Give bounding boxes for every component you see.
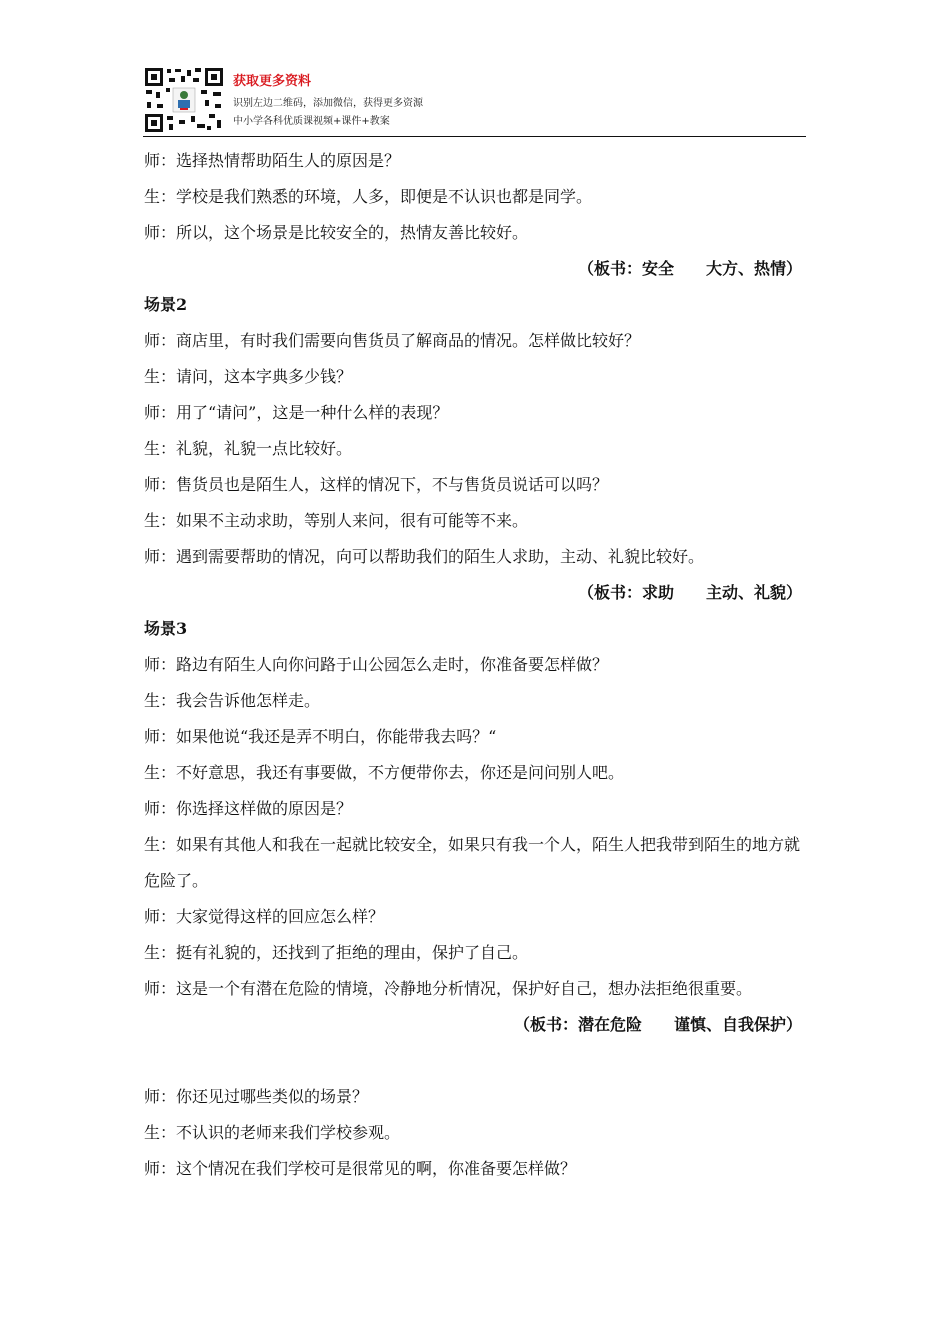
dialogue-line: 生：不好意思，我还有事要做，不方便带你去，你还是问问别人吧。	[144, 763, 625, 782]
scene-heading: 场景3	[144, 619, 188, 638]
dialogue-line: 生：我会告诉他怎样走。	[144, 691, 321, 710]
dialogue-line: 师：商店里，有时我们需要向售货员了解商品的情况。怎样做比较好？	[144, 331, 641, 350]
dialogue-line: 师：你选择这样做的原因是？	[144, 799, 353, 818]
dialogue-line: 师：路边有陌生人向你问路于山公园怎么走时，你准备要怎样做？	[144, 655, 609, 674]
dialogue-line: 师：你还见过哪些类似的场景？	[144, 1087, 369, 1106]
dialogue-line: 师：遇到需要帮助的情况，向可以帮助我们的陌生人求助，主动、礼貌比较好。	[144, 547, 705, 566]
dialogue-line: 生：挺有礼貌的，还找到了拒绝的理由，保护了自己。	[144, 943, 529, 962]
promo-title: 获取更多资料	[233, 74, 312, 89]
document-body	[144, 143, 806, 1187]
promo-tagline: 中小学各科优质课视频+课件+教案	[233, 116, 390, 127]
paragraph-spacer	[144, 1043, 806, 1079]
promo-header	[143, 66, 806, 136]
promo-subtitle: 识别左边二维码，添加微信，获得更多资源	[233, 98, 423, 109]
dialogue-line: 生：学校是我们熟悉的环境，人多，即便是不认识也都是同学。	[144, 187, 593, 206]
board-note: （板书：潜在危险 谨慎、自我保护）	[513, 1015, 802, 1034]
dialogue-line: 生：礼貌，礼貌一点比较好。	[144, 439, 353, 458]
dialogue-line: 师：所以，这个场景是比较安全的，热情友善比较好。	[144, 223, 529, 242]
board-note: （板书：求助 主动、礼貌）	[577, 583, 802, 602]
dialogue-line: 生：如果有其他人和我在一起就比较安全，如果只有我一个人，陌生人把我带到陌生的地方就危险了。	[144, 835, 801, 890]
dialogue-line: 师：这是一个有潜在危险的情境，冷静地分析情况，保护好自己，想办法拒绝很重要。	[144, 979, 753, 998]
dialogue-line: 生：请问，这本字典多少钱？	[144, 367, 353, 386]
header-divider	[143, 136, 806, 137]
dialogue-line: 师：售货员也是陌生人，这样的情况下，不与售货员说话可以吗？	[144, 475, 609, 494]
dialogue-line: 师：这个情况在我们学校可是很常见的啊，你准备要怎样做？	[144, 1159, 577, 1178]
dialogue-line: 师：选择热情帮助陌生人的原因是？	[144, 151, 401, 170]
dialogue-line: 师：大家觉得这样的回应怎么样？	[144, 907, 385, 926]
qr-code-icon[interactable]	[143, 66, 225, 134]
dialogue-line: 师：如果他说“我还是弄不明白，你能带我去吗？“	[144, 727, 497, 746]
dialogue-line: 生：如果不主动求助，等别人来问，很有可能等不来。	[144, 511, 529, 530]
scene-heading: 场景2	[144, 295, 188, 314]
dialogue-line: 生：不认识的老师来我们学校参观。	[144, 1123, 401, 1142]
dialogue-line: 师：用了“请问”，这是一种什么样的表现？	[144, 403, 449, 422]
board-note: （板书：安全 大方、热情）	[577, 259, 802, 278]
